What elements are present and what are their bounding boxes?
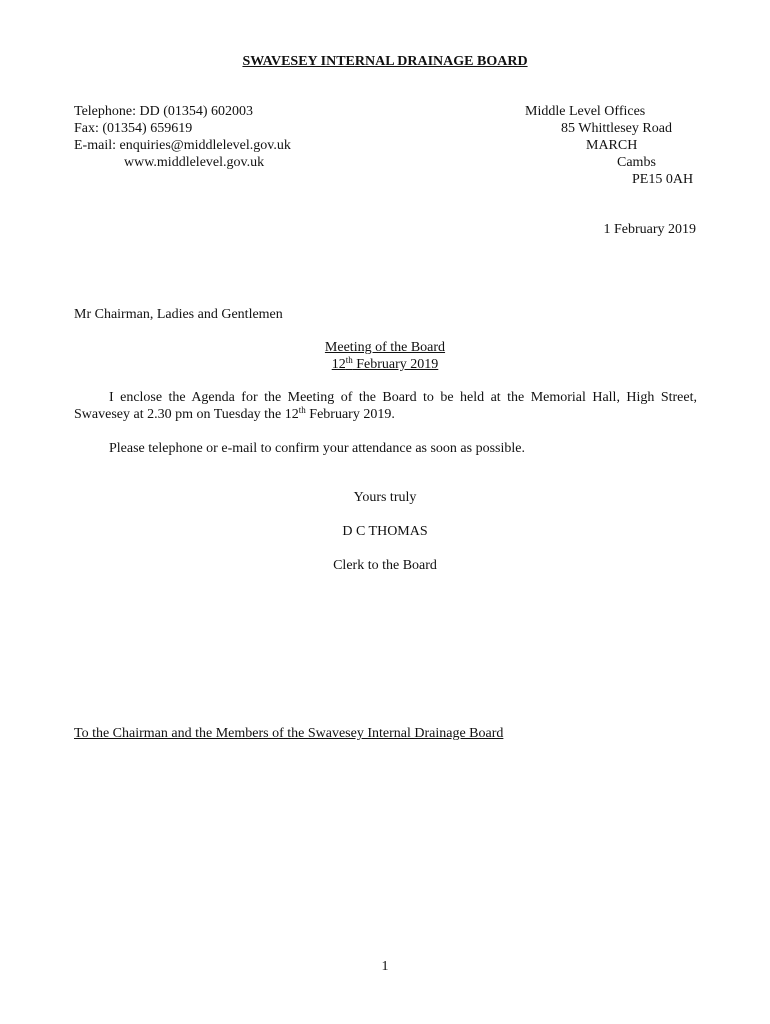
paragraph-1-day-suffix: th: [298, 405, 306, 415]
page-number: 1: [381, 959, 389, 974]
valediction: Yours truly: [353, 490, 417, 505]
paragraph-1-end: February 2019.: [305, 407, 395, 422]
address-line-4: Cambs: [617, 155, 656, 170]
subject-day-suffix: th: [345, 355, 353, 365]
letter-subject: [0, 339, 770, 373]
recipient-line: To the Chairman and the Members of the Swavesey Internal Drainage Board: [74, 726, 504, 741]
subject-line-1: Meeting of the Board: [324, 340, 446, 355]
address-line-2: 85 Whittlesey Road: [561, 121, 672, 136]
contact-details: [74, 103, 291, 171]
subject-line-2: [0, 356, 770, 373]
sender-address: [500, 103, 700, 188]
body-paragraph-2: Please telephone or e-mail to confirm your attendance as soon as possible.: [109, 441, 525, 456]
website-line: www.middlelevel.gov.uk: [124, 155, 265, 170]
address-line-5: PE15 0AH: [632, 172, 694, 187]
signatory-name: D C THOMAS: [342, 524, 428, 539]
subject-month-year: February 2019: [352, 357, 439, 372]
address-line-3: MARCH: [586, 138, 638, 153]
letter-date: 1 February 2019: [603, 222, 696, 237]
fax-line: Fax: (01354) 659619: [74, 121, 193, 136]
subject-day: 12: [331, 357, 346, 372]
address-line-1: Middle Level Offices: [525, 104, 646, 119]
signatory-role: Clerk to the Board: [333, 558, 437, 573]
salutation: Mr Chairman, Ladies and Gentlemen: [74, 307, 283, 322]
telephone-line: Telephone: DD (01354) 602003: [74, 104, 254, 119]
email-line: E-mail: enquiries@middlelevel.gov.uk: [74, 138, 291, 153]
document-title: SWAVESEY INTERNAL DRAINAGE BOARD: [242, 54, 528, 69]
paragraph-1-text: I enclose the Agenda for the Meeting of the Board to be held at the Memorial Hall, High Street, Swavesey at 2.30 pm on Tuesday the 12: [74, 390, 697, 422]
body-paragraph-1: [74, 389, 697, 423]
